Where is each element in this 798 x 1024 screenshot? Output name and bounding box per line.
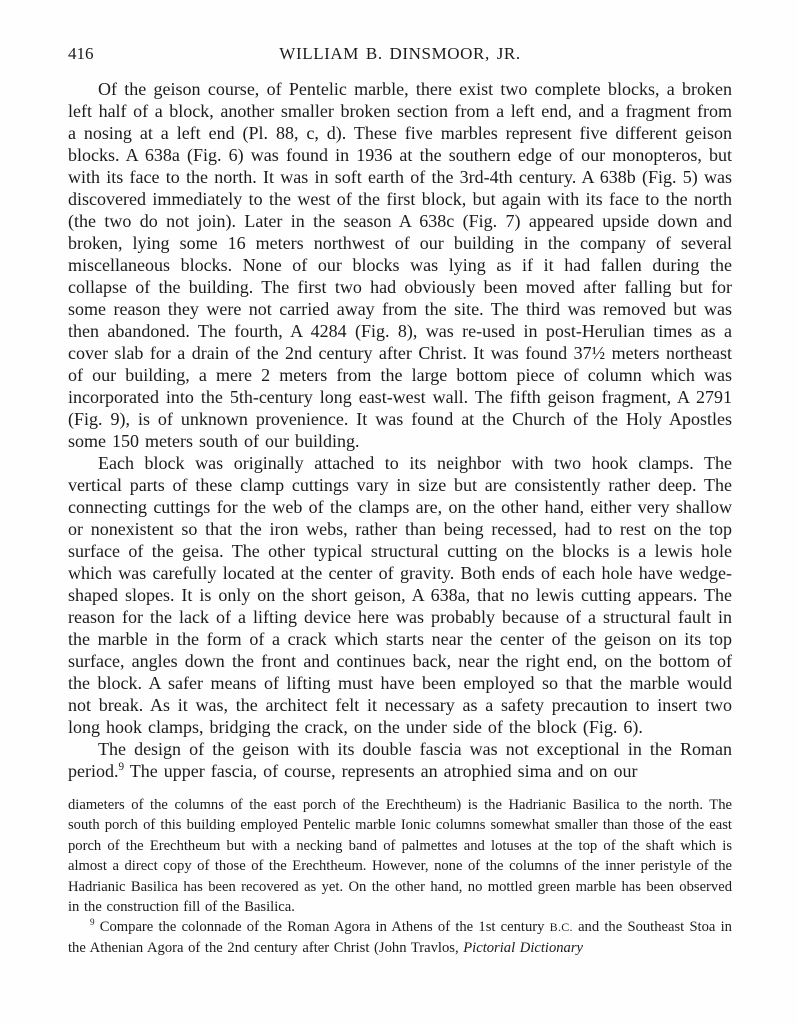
running-head: WILLIAM B. DINSMOOR, JR. [279, 44, 521, 63]
page-header [68, 44, 732, 66]
text-run: diameters of the columns of the east porch of the Erechtheum) is the Hadrianic Basilica to the north. The south porch of this building employed Pentelic marble Ionic columns somewhat smaller than those of the east porch of the Erechtheum but with a necking band of palmettes and lotuses at the top of the shaft which is almost a direct copy of those of the Erechtheum. However, none of the columns of the inner peristyle of the Hadrianic Basilica has been recovered as yet. On the other hand, no mottled green marble has been observed in the construction fill of the Basilica. [68, 797, 732, 916]
text-run: Compare the colonnade of the Roman Agora in Athens of the 1st century [94, 919, 550, 936]
footnote-marker: 9 [118, 761, 125, 773]
paragraph [68, 452, 732, 738]
footnote-marker: 9 [90, 917, 95, 928]
text-run: and the Southeast Stoa in the Athenian Agora of the 2nd century after Christ (John Travlos, [68, 919, 732, 956]
text-run: The upper fascia, of course, represents an atrophied sima and on our [124, 761, 638, 781]
paragraph [68, 78, 732, 452]
footnote-continuation [68, 795, 732, 917]
paragraph [68, 738, 732, 782]
footnote-9 [68, 917, 732, 958]
text-run: Each block was originally attached to its neighbor with two hook clamps. The vertical parts of these clamp cuttings vary in size but are consistently rather deep. The connecting cuttings for the web of the clamps are, on the other hand, either very shallow or nonexistent so that the iron webs, rather than being recessed, had to rest on the top surface of the geisa. The other typical structural cutting on the blocks is a lewis hole which was carefully located at the center of gravity. Both ends of each hole have wedge-shaped slopes. It is only on the short geison, A 638a, that no lewis cutting appears. The reason for the lack of a lifting device here was probably because of a structural fault in the marble in the form of a crack which starts near the center of the geison on its top surface, angles down the front and continues back, near the right end, on the bottom of the block. A safer means of lifting must have been employed so that the marble would not break. As it was, the architect felt it necessary as a safety precaution to insert two long hook clamps, bridging the crack, on the under side of the block (Fig. 6). [68, 453, 732, 737]
text-run: Of the geison course, of Pentelic marble, there exist two complete blocks, a broken left half of a block, another smaller broken section from a left end, and a fragment from a nosing at a left end (Pl. 88, c, d). These five marbles represent five different geison blocks. A 638a (Fig. 6) was found in 1936 at the southern edge of our monopteros, but with its face to the north. It was in soft earth of the 3rd-4th century. A 638b (Fig. 5) was discovered immediately to the west of the first block, but again with its face to the north (the two do not join). Later in the season A 638c (Fig. 7) appeared upside down and broken, lying some 16 meters northwest of our building in the company of several miscellaneous blocks. None of our blocks was lying as if it had fallen during the collapse of the building. The first two had obviously been moved after falling but for some reason they were not carried away from the site. The third was removed but was then abandoned. The fourth, A 4284 (Fig. 8), was re-used in post-Herulian times as a cover slab for a drain of the 2nd century after Christ. It was found 37½ meters northeast of our building, a mere 2 meters from the large bottom piece of column which was incorporated into the 5th-century long east-west wall. The fifth geison fragment, A 2791 (Fig. 9), is of unknown provenience. It was found at the Church of the Holy Apostles some 150 meters south of our building. [68, 79, 732, 451]
body-text [68, 78, 732, 782]
text-run: B.C. [549, 920, 573, 935]
text-run: Pictorial Dictionary [463, 939, 584, 956]
page-number: 416 [68, 44, 94, 63]
footnote-section [68, 795, 732, 958]
text-run: The design of the geison with its double fascia was not exceptional in the Roman period. [68, 739, 732, 781]
